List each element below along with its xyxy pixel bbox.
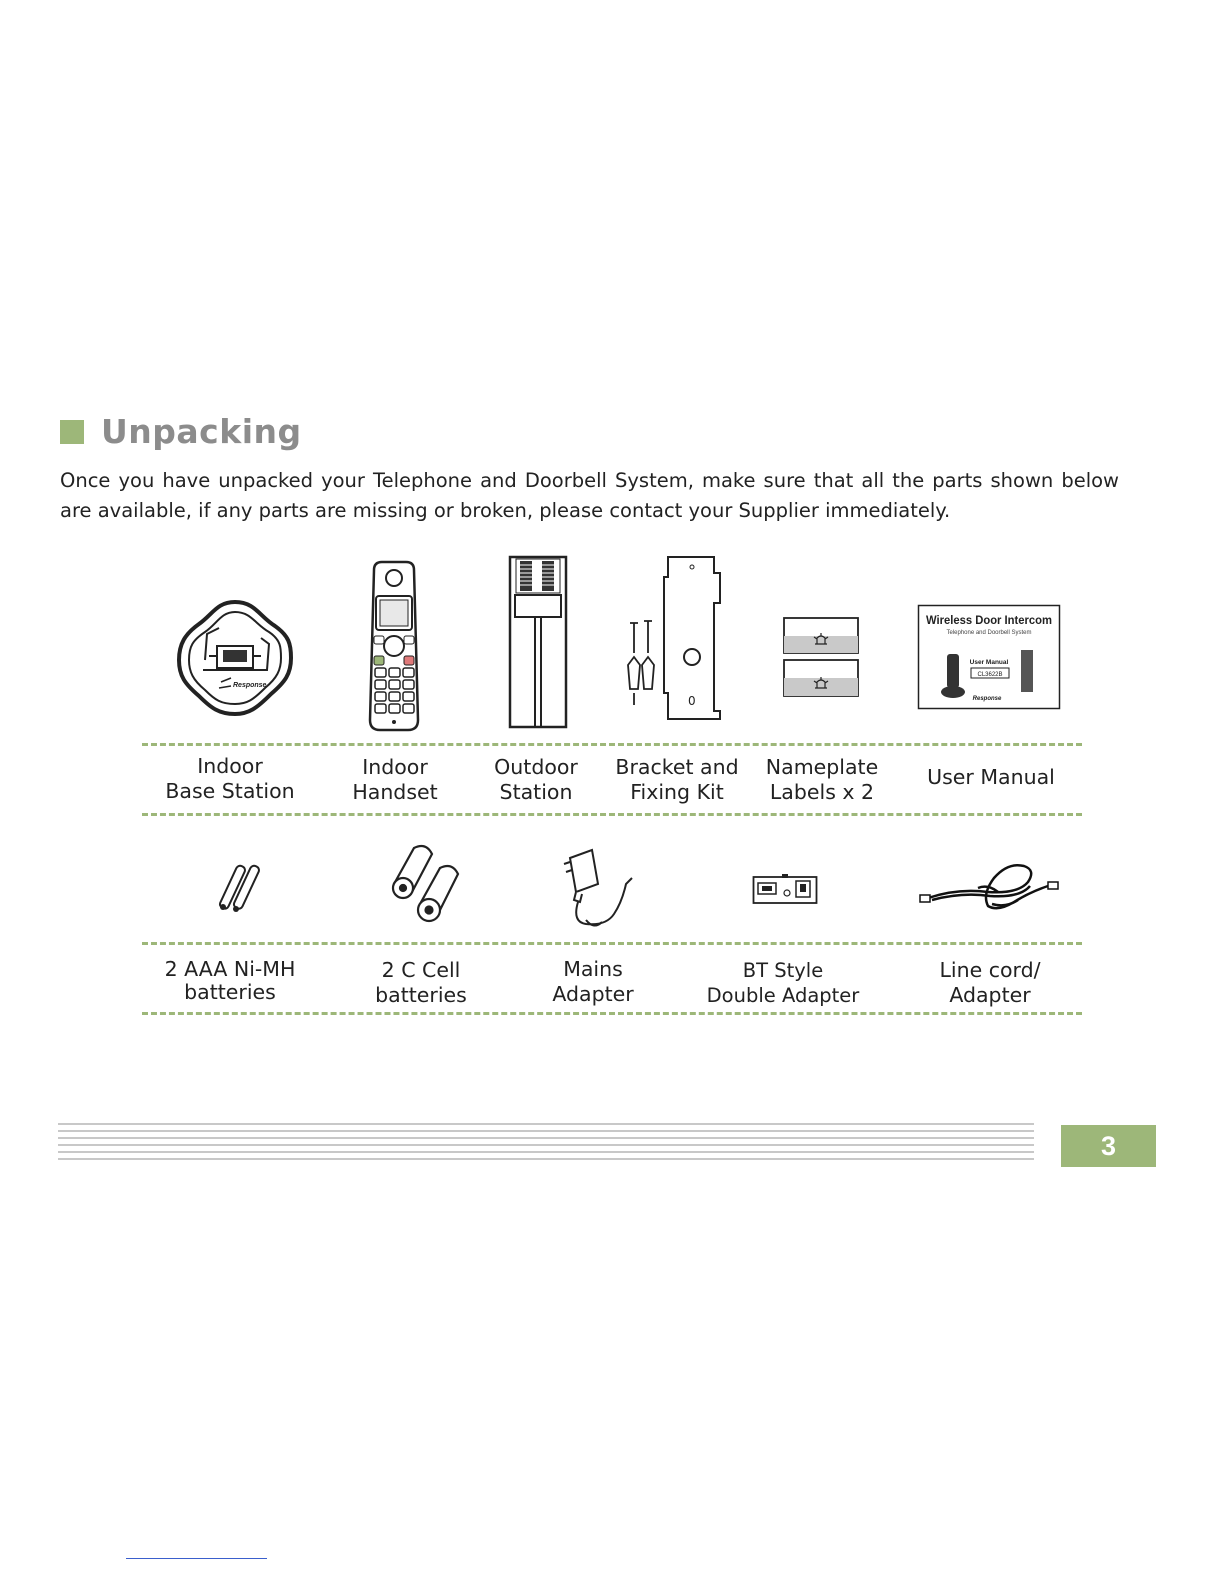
svg-text:0: 0	[688, 694, 696, 708]
aaa-batteries-icon	[214, 860, 270, 916]
base-station-icon	[175, 598, 295, 718]
label-nameplate: Nameplate Labels x 2	[765, 755, 879, 804]
manual-cover-subtitle: Telephone and Doorbell System	[946, 630, 1032, 636]
c-cell-batteries-icon	[386, 842, 468, 928]
intro-paragraph: Once you have unpacked your Telephone and Doorbell System, make sure that all the parts shown below are available, if any parts are missing or broken, please contact your Supplier immediately.	[60, 469, 1119, 522]
manual-cover-brand: Response	[972, 696, 1002, 702]
label-mains-adapter: Mains Adapter	[552, 957, 634, 1006]
label-c-cell-batteries: 2 C Cell batteries	[375, 958, 467, 1007]
page-number: 3	[1061, 1125, 1156, 1167]
handset-icon	[366, 560, 422, 732]
base-brand-text: Response	[233, 682, 267, 689]
manual-cover-model: CL3622B	[977, 672, 1003, 678]
manual-cover-label: User Manual	[969, 659, 1009, 666]
outdoor-station-icon	[508, 555, 568, 729]
row1-top-divider	[142, 743, 1082, 746]
label-aaa-batteries: 2 AAA Ni-MH batteries	[164, 957, 296, 1004]
double-adapter-icon	[752, 873, 818, 905]
line-cord-icon	[918, 858, 1062, 914]
label-bracket-kit: Bracket and Fixing Kit	[615, 755, 739, 804]
heading-square-icon	[60, 420, 84, 444]
label-line-cord: Line cord/ Adapter	[939, 958, 1041, 1007]
manual-cover-title: Wireless Door Intercom	[926, 613, 1052, 627]
row2-top-divider	[142, 942, 1082, 945]
footer-rules	[58, 1123, 1034, 1167]
label-user-manual: User Manual	[927, 765, 1055, 789]
row1-bottom-divider	[142, 813, 1082, 816]
label-handset: Indoor Handset	[352, 755, 438, 804]
section-heading	[60, 412, 302, 451]
row2-bottom-divider	[142, 1012, 1082, 1015]
bottom-link-underline	[126, 1558, 267, 1559]
bracket-kit-icon	[620, 553, 730, 725]
nameplate-labels-icon	[782, 616, 860, 698]
label-base-station: Indoor Base Station	[165, 754, 295, 803]
label-outdoor-station: Outdoor Station	[494, 755, 578, 804]
mains-adapter-icon	[556, 844, 638, 934]
label-double-adapter: BT Style Double Adapter	[706, 959, 860, 1007]
section-title: Unpacking	[101, 412, 302, 451]
user-manual-icon	[917, 604, 1061, 710]
